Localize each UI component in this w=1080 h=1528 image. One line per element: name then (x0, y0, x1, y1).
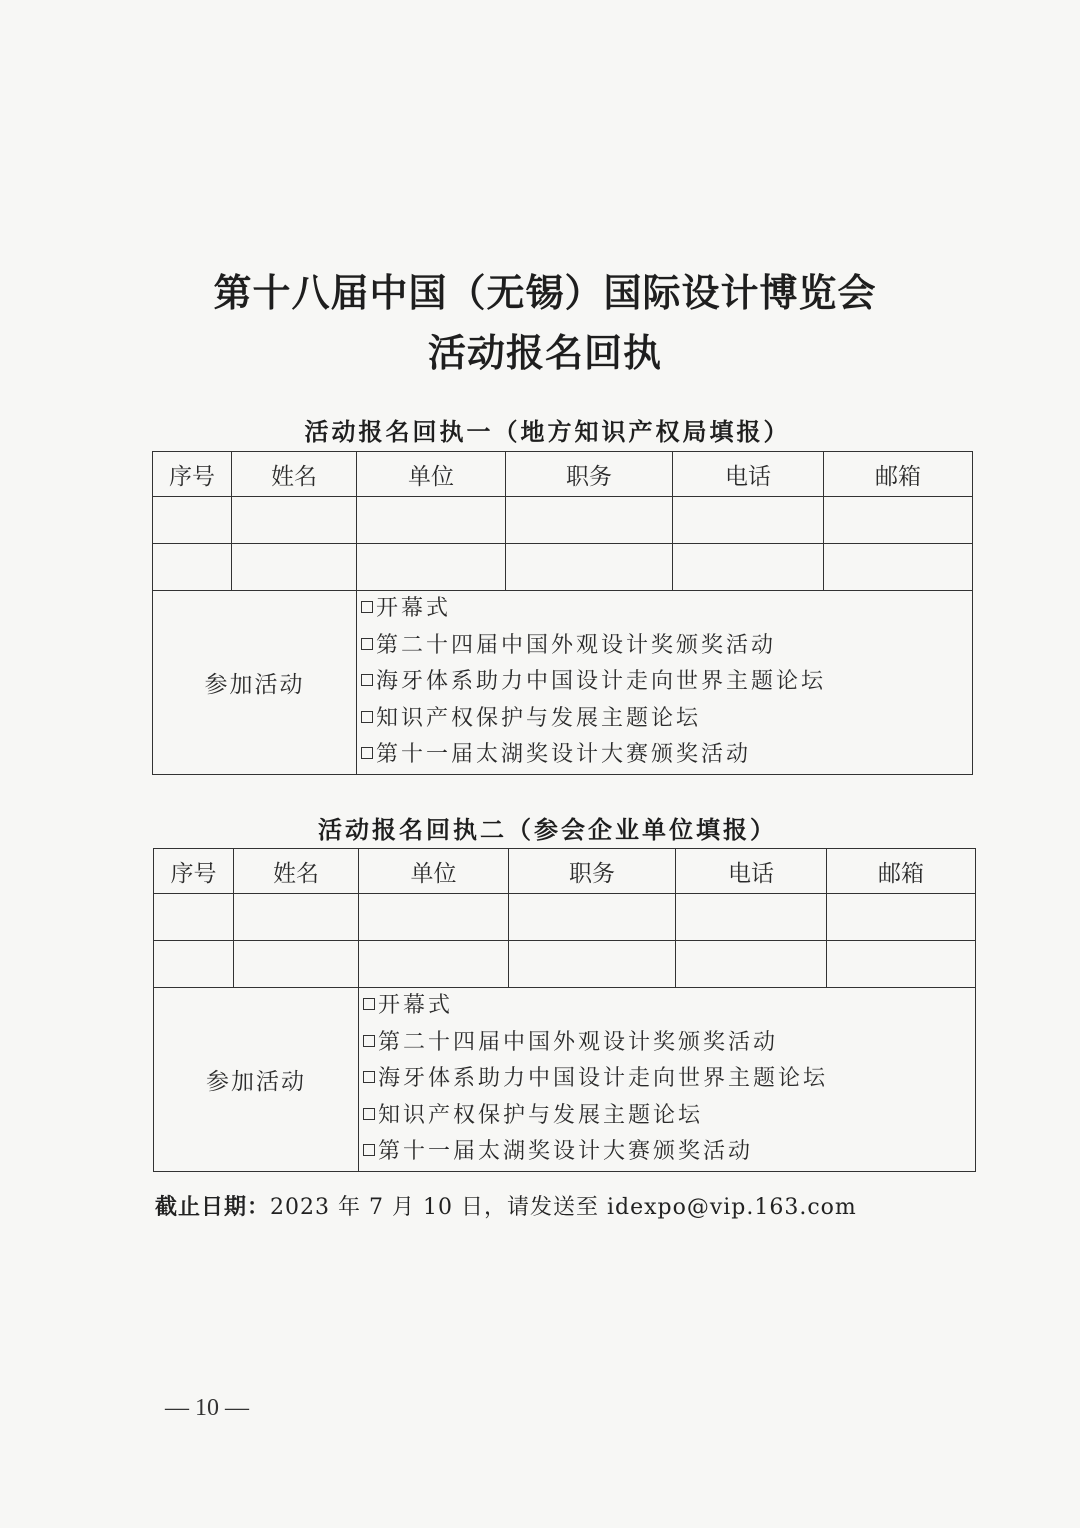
checkbox-icon[interactable] (363, 998, 375, 1010)
position-cell[interactable] (506, 544, 673, 591)
document-subtitle: 活动报名回执 (427, 331, 662, 375)
table-row (153, 497, 973, 544)
checkbox-icon[interactable] (361, 638, 373, 650)
checkbox-icon[interactable] (363, 1071, 375, 1083)
header-position: 职务 (509, 849, 676, 894)
checkbox-icon[interactable] (361, 674, 373, 686)
header-unit: 单位 (357, 452, 506, 497)
table-row (154, 894, 976, 941)
deadline-label: 截止日期： (155, 1195, 271, 1220)
email-cell[interactable] (827, 941, 976, 988)
header-phone: 电话 (673, 452, 824, 497)
header-phone: 电话 (676, 849, 827, 894)
header-index: 序号 (154, 849, 234, 894)
activity-option[interactable]: 海牙体系助力中国设计走向世界主题论坛 (363, 1061, 975, 1098)
email-cell[interactable] (824, 497, 973, 544)
unit-cell[interactable] (359, 941, 509, 988)
phone-cell[interactable] (673, 544, 824, 591)
checkbox-icon[interactable] (363, 1035, 375, 1047)
activity-option[interactable]: 开幕式 (363, 988, 975, 1025)
header-position: 职务 (506, 452, 673, 497)
table-header-row (153, 452, 973, 497)
form2-title: 活动报名回执二（参会企业单位填报） (318, 816, 777, 844)
activity-options (359, 988, 976, 1172)
activity-option[interactable]: 开幕式 (361, 591, 972, 628)
name-cell[interactable] (234, 941, 359, 988)
position-cell[interactable] (509, 894, 676, 941)
activity-option[interactable]: 知识产权保护与发展主题论坛 (361, 701, 972, 738)
unit-cell[interactable] (357, 497, 506, 544)
index-cell[interactable] (153, 497, 232, 544)
header-email: 邮箱 (824, 452, 973, 497)
table-row (154, 941, 976, 988)
activity-option[interactable]: 第十一届太湖奖设计大赛颁奖活动 (361, 737, 972, 774)
header-name: 姓名 (232, 452, 357, 497)
form1-title: 活动报名回执一（地方知识产权局填报） (304, 418, 791, 446)
name-cell[interactable] (232, 544, 357, 591)
phone-cell[interactable] (676, 894, 827, 941)
document-title: 第十八届中国（无锡）国际设计博览会 (213, 271, 877, 315)
form2-table (153, 848, 976, 1172)
header-name: 姓名 (234, 849, 359, 894)
activity-option[interactable]: 海牙体系助力中国设计走向世界主题论坛 (361, 664, 972, 701)
name-cell[interactable] (234, 894, 359, 941)
header-email: 邮箱 (827, 849, 976, 894)
table-header-row (154, 849, 976, 894)
activity-option[interactable]: 第二十四届中国外观设计奖颁奖活动 (363, 1025, 975, 1062)
checkbox-icon[interactable] (361, 747, 373, 759)
unit-cell[interactable] (357, 544, 506, 591)
activity-label: 参加活动 (154, 988, 359, 1172)
activity-option[interactable]: 第十一届太湖奖设计大赛颁奖活动 (363, 1134, 975, 1171)
activity-option[interactable]: 知识产权保护与发展主题论坛 (363, 1098, 975, 1135)
phone-cell[interactable] (676, 941, 827, 988)
header-index: 序号 (153, 452, 232, 497)
deadline-text: 2023 年 7 月 10 日，请发送至 idexpo@vip.163.com (270, 1195, 857, 1220)
table-row (153, 544, 973, 591)
position-cell[interactable] (506, 497, 673, 544)
checkbox-icon[interactable] (361, 601, 373, 613)
index-cell[interactable] (153, 544, 232, 591)
activity-option[interactable]: 第二十四届中国外观设计奖颁奖活动 (361, 628, 972, 665)
index-cell[interactable] (154, 941, 234, 988)
deadline-note (155, 1190, 857, 1221)
checkbox-icon[interactable] (361, 711, 373, 723)
checkbox-icon[interactable] (363, 1108, 375, 1120)
position-cell[interactable] (509, 941, 676, 988)
page-number: — 10 — (165, 1395, 249, 1421)
form1-table (152, 451, 973, 775)
activity-options (357, 591, 973, 775)
email-cell[interactable] (824, 544, 973, 591)
phone-cell[interactable] (673, 497, 824, 544)
email-cell[interactable] (827, 894, 976, 941)
activity-label: 参加活动 (153, 591, 357, 775)
activity-row (154, 988, 976, 1172)
index-cell[interactable] (154, 894, 234, 941)
activity-row (153, 591, 973, 775)
unit-cell[interactable] (359, 894, 509, 941)
checkbox-icon[interactable] (363, 1144, 375, 1156)
header-unit: 单位 (359, 849, 509, 894)
name-cell[interactable] (232, 497, 357, 544)
